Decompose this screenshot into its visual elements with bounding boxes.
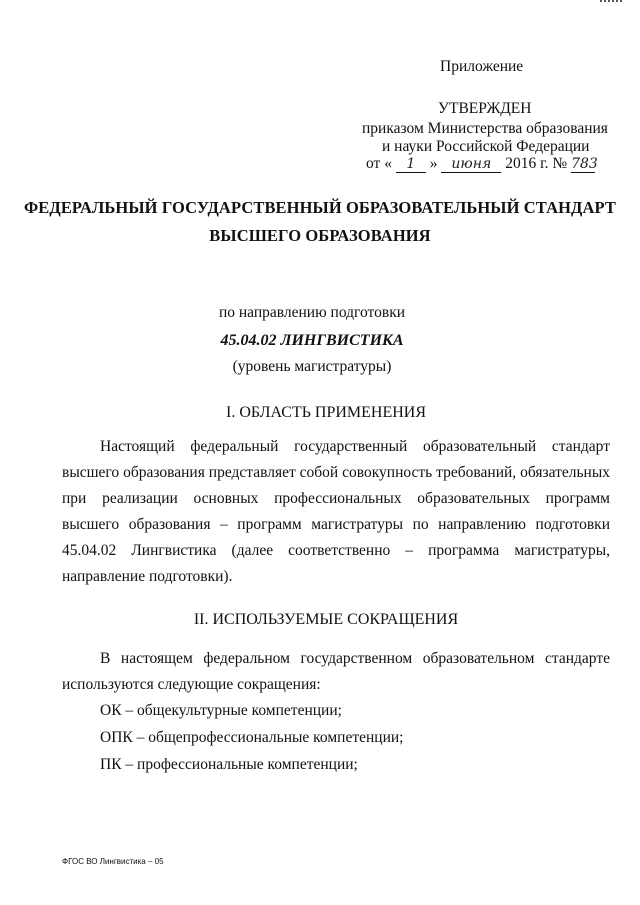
page-footer: ФГОС ВО Лингвистика – 05 — [62, 857, 164, 866]
scan-artifact — [600, 0, 622, 5]
abbreviation-item: ПК – профессиональные компетенции; — [100, 756, 358, 773]
section-heading-abbreviations: II. ИСПОЛЬЗУЕМЫЕ СОКРАЩЕНИЯ — [193, 611, 459, 628]
handwritten-day: 1 — [396, 156, 426, 173]
order-line-ministry: приказом Министерства образования — [362, 120, 608, 137]
document-title-line1: ФЕДЕРАЛЬНЫЙ ГОСУДАРСТВЕННЫЙ ОБРАЗОВАТЕЛЬНЫЙ СТАНДАРТ — [24, 198, 616, 217]
document-title-line2: ВЫСШЕГО ОБРАЗОВАНИЯ — [209, 226, 431, 245]
abbreviations-intro: В настоящем федеральном государственном образовательном стандарте используются следующие сокращения: — [62, 650, 610, 693]
order-prefix: от « — [366, 155, 392, 172]
appendix-label: Приложение — [440, 58, 524, 75]
direction-code: 45.04.02 ЛИНГВИСТИКА — [220, 332, 404, 349]
handwritten-month: июня — [441, 156, 501, 173]
handwritten-order-number: 783 — [571, 156, 598, 172]
education-level: (уровень магистратуры) — [232, 358, 392, 375]
abbreviation-item: ОК – общекультурные компетенции; — [100, 702, 342, 719]
order-year: 2016 г. № — [505, 155, 568, 172]
abbreviation-item: ОПК – общепрофессиональные компетенции; — [100, 729, 404, 746]
section-heading-scope: I. ОБЛАСТЬ ПРИМЕНЕНИЯ — [225, 404, 427, 421]
order-mid: » — [429, 155, 438, 172]
order-line-federation: и науки Российской Федерации — [382, 138, 590, 155]
approved-label: УТВЕРЖДЕН — [438, 100, 532, 117]
order-date-line — [366, 155, 598, 173]
scope-paragraph: Настоящий федеральный государственный образовательный стандарт высшего образования представляет собой совокупность требований, обязательных при реализации основных профессиональных образовательных программ высшего образования – программ магистратуры по направлению подготовки 45.04.02 Лингвистика (далее соответственно – программа магистратуры, направление подготовки). — [62, 438, 610, 585]
direction-label: по направлению подготовки — [218, 304, 406, 321]
